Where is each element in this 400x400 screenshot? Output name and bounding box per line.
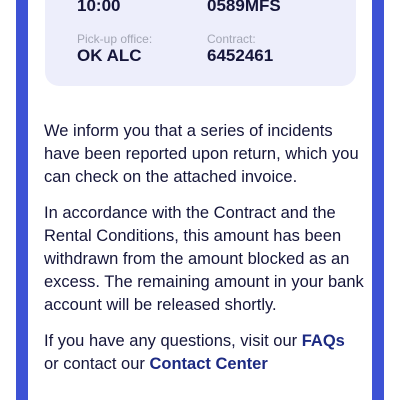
questions-middle: or contact our xyxy=(44,355,150,373)
pickup-office-label: Pick-up office: xyxy=(77,32,153,46)
plate-field xyxy=(207,0,281,16)
contact-center-link[interactable]: Contact Center xyxy=(149,355,268,373)
pickup-office-field xyxy=(77,32,152,66)
message-content xyxy=(44,120,370,389)
excess-paragraph: In accordance with the Contract and the Rental Conditions, this amount has been withdrawn from the amount blocked as an excess. The remaining amount in your bank account will be released shortly. xyxy=(44,204,364,314)
plate-value: 0589MFS xyxy=(207,0,281,15)
faqs-link[interactable]: FAQs xyxy=(301,332,345,350)
contract-value: 6452461 xyxy=(207,46,274,65)
contract-label: Contract: xyxy=(207,32,256,46)
incidents-paragraph: We inform you that a series of incidents have been reported upon return, which you can check on the attached invoice. xyxy=(44,122,359,186)
questions-prefix: If you have any questions, visit our xyxy=(44,332,302,350)
pickup-office-value: OK ALC xyxy=(77,46,142,65)
time-value: 10:00 xyxy=(77,0,121,15)
questions-paragraph xyxy=(44,330,370,376)
contract-field xyxy=(207,32,273,66)
time-field xyxy=(77,0,120,16)
booking-details-box xyxy=(45,0,356,86)
